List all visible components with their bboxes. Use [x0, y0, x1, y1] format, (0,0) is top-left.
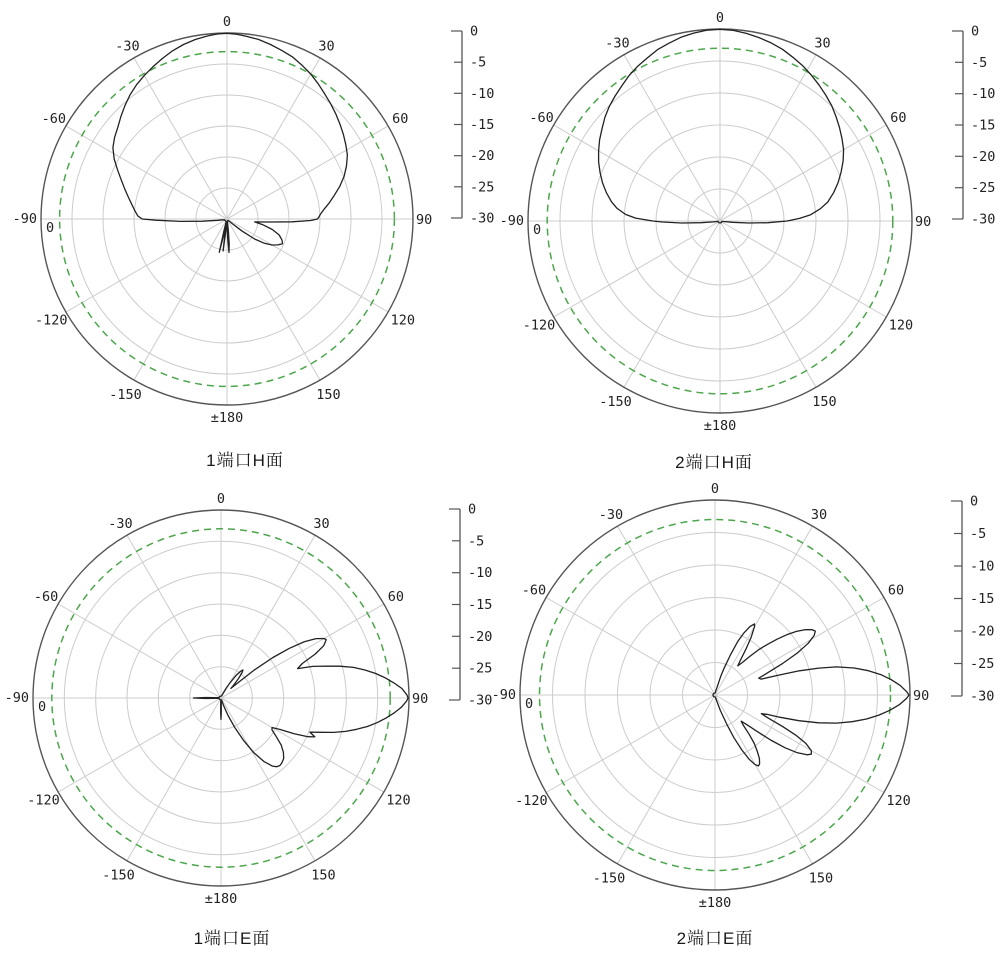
angle-label: 90 — [416, 212, 433, 228]
angle-label: 60 — [392, 111, 409, 127]
angle-label: -150 — [599, 394, 632, 410]
colorbar-label: -30 — [470, 210, 495, 227]
radial-zero-label: 0 — [533, 222, 542, 238]
colorbar-label: -20 — [970, 623, 995, 640]
angle-label: 90 — [913, 688, 930, 704]
colorbar-label: -25 — [970, 656, 995, 672]
colorbar-label: -15 — [970, 591, 995, 607]
angle-label: 0 — [216, 491, 226, 507]
colorbar-label: -15 — [468, 597, 493, 613]
angle-label: ±180 — [698, 895, 732, 911]
angle-label: -30 — [108, 515, 133, 532]
angle-label: -60 — [529, 110, 554, 126]
angle-label: -30 — [605, 35, 630, 52]
colorbar-label: 0 — [468, 501, 477, 518]
colorbar-label: -20 — [468, 628, 493, 645]
colorbar-label: -5 — [468, 533, 485, 550]
angle-label: -120 — [27, 792, 60, 809]
colorbar-label: -25 — [468, 660, 493, 677]
colorbar-label: -30 — [970, 688, 995, 705]
colorbar-label: -20 — [470, 148, 495, 165]
colorbar-label: -10 — [470, 85, 495, 102]
angle-label: 30 — [318, 38, 335, 55]
angle-label: 120 — [390, 312, 415, 329]
angle-label: -30 — [115, 38, 140, 55]
angle-label: 150 — [316, 386, 341, 403]
angle-label: -120 — [34, 312, 68, 329]
colorbar-label: -25 — [971, 180, 996, 197]
colorbar — [951, 494, 994, 705]
pattern-trace — [113, 33, 348, 252]
colorbar-label: 0 — [470, 23, 479, 40]
angle-label: 120 — [888, 317, 914, 334]
colorbar-label: -30 — [971, 211, 996, 228]
angle-label: 30 — [810, 506, 828, 523]
angle-label: 60 — [387, 589, 405, 605]
radial-zero-label: 0 — [38, 699, 47, 715]
angle-label: ±180 — [210, 410, 244, 426]
angle-label: -60 — [33, 589, 59, 605]
angle-label: -90 — [4, 690, 29, 706]
angle-label: 0 — [715, 10, 725, 26]
colorbar — [952, 24, 995, 228]
angle-label: ±180 — [204, 891, 238, 907]
colorbar-label: -10 — [971, 86, 996, 103]
caption-port1-h: 1端口H面 — [206, 451, 284, 470]
angle-label: 60 — [890, 110, 907, 126]
angle-label: 60 — [887, 582, 905, 599]
angle-label: 150 — [311, 867, 336, 884]
pattern-trace — [599, 29, 844, 223]
colorbar — [451, 24, 494, 227]
colorbar-label: -15 — [971, 117, 996, 134]
angle-label: 30 — [814, 35, 831, 52]
colorbar-label: -5 — [971, 54, 988, 71]
colorbar-label: 0 — [970, 493, 979, 510]
angle-label: -90 — [499, 213, 524, 229]
colorbar-label: -25 — [470, 179, 495, 196]
angle-label: -120 — [515, 793, 548, 809]
angle-label: 150 — [808, 870, 834, 887]
radial-zero-label: 0 — [46, 220, 55, 236]
angle-label: -120 — [522, 317, 556, 334]
angle-label: -150 — [592, 870, 626, 887]
colorbar-label: 0 — [971, 23, 980, 40]
caption-port2-h: 2端口H面 — [675, 453, 753, 472]
angle-label: 150 — [812, 394, 837, 410]
colorbar-label: -5 — [970, 526, 987, 542]
angle-label: 90 — [915, 214, 932, 230]
colorbar-label: -15 — [470, 117, 495, 133]
colorbar-label: -5 — [470, 54, 487, 71]
panel-port1-h — [13, 14, 495, 426]
angle-label: 120 — [386, 792, 411, 809]
angle-label: -150 — [102, 867, 135, 884]
angle-label: 0 — [222, 14, 232, 30]
angle-label: -60 — [521, 582, 547, 599]
angle-label: 90 — [412, 691, 429, 707]
colorbar-label: -10 — [468, 565, 493, 582]
angle-label: -150 — [109, 386, 142, 403]
panel-port1-e — [5, 491, 493, 907]
colorbar-label: -10 — [970, 558, 995, 575]
angle-label: 120 — [886, 793, 911, 809]
panel-port2-e — [492, 481, 995, 911]
angle-label: 0 — [710, 481, 720, 497]
caption-port1-e: 1端口E面 — [193, 929, 271, 948]
angle-label: -30 — [598, 506, 624, 523]
angle-label: ±180 — [703, 418, 737, 434]
caption-port2-e: 2端口E面 — [676, 929, 754, 948]
angle-label: -90 — [12, 211, 37, 227]
angle-label: -90 — [491, 687, 516, 703]
radial-zero-label: 0 — [525, 696, 534, 712]
panel-port2-h — [500, 10, 996, 434]
colorbar-label: -20 — [971, 148, 996, 165]
angle-label: -60 — [41, 111, 66, 127]
angle-label: 30 — [313, 515, 330, 532]
colorbar-label: -30 — [468, 692, 493, 709]
colorbar — [449, 502, 492, 709]
